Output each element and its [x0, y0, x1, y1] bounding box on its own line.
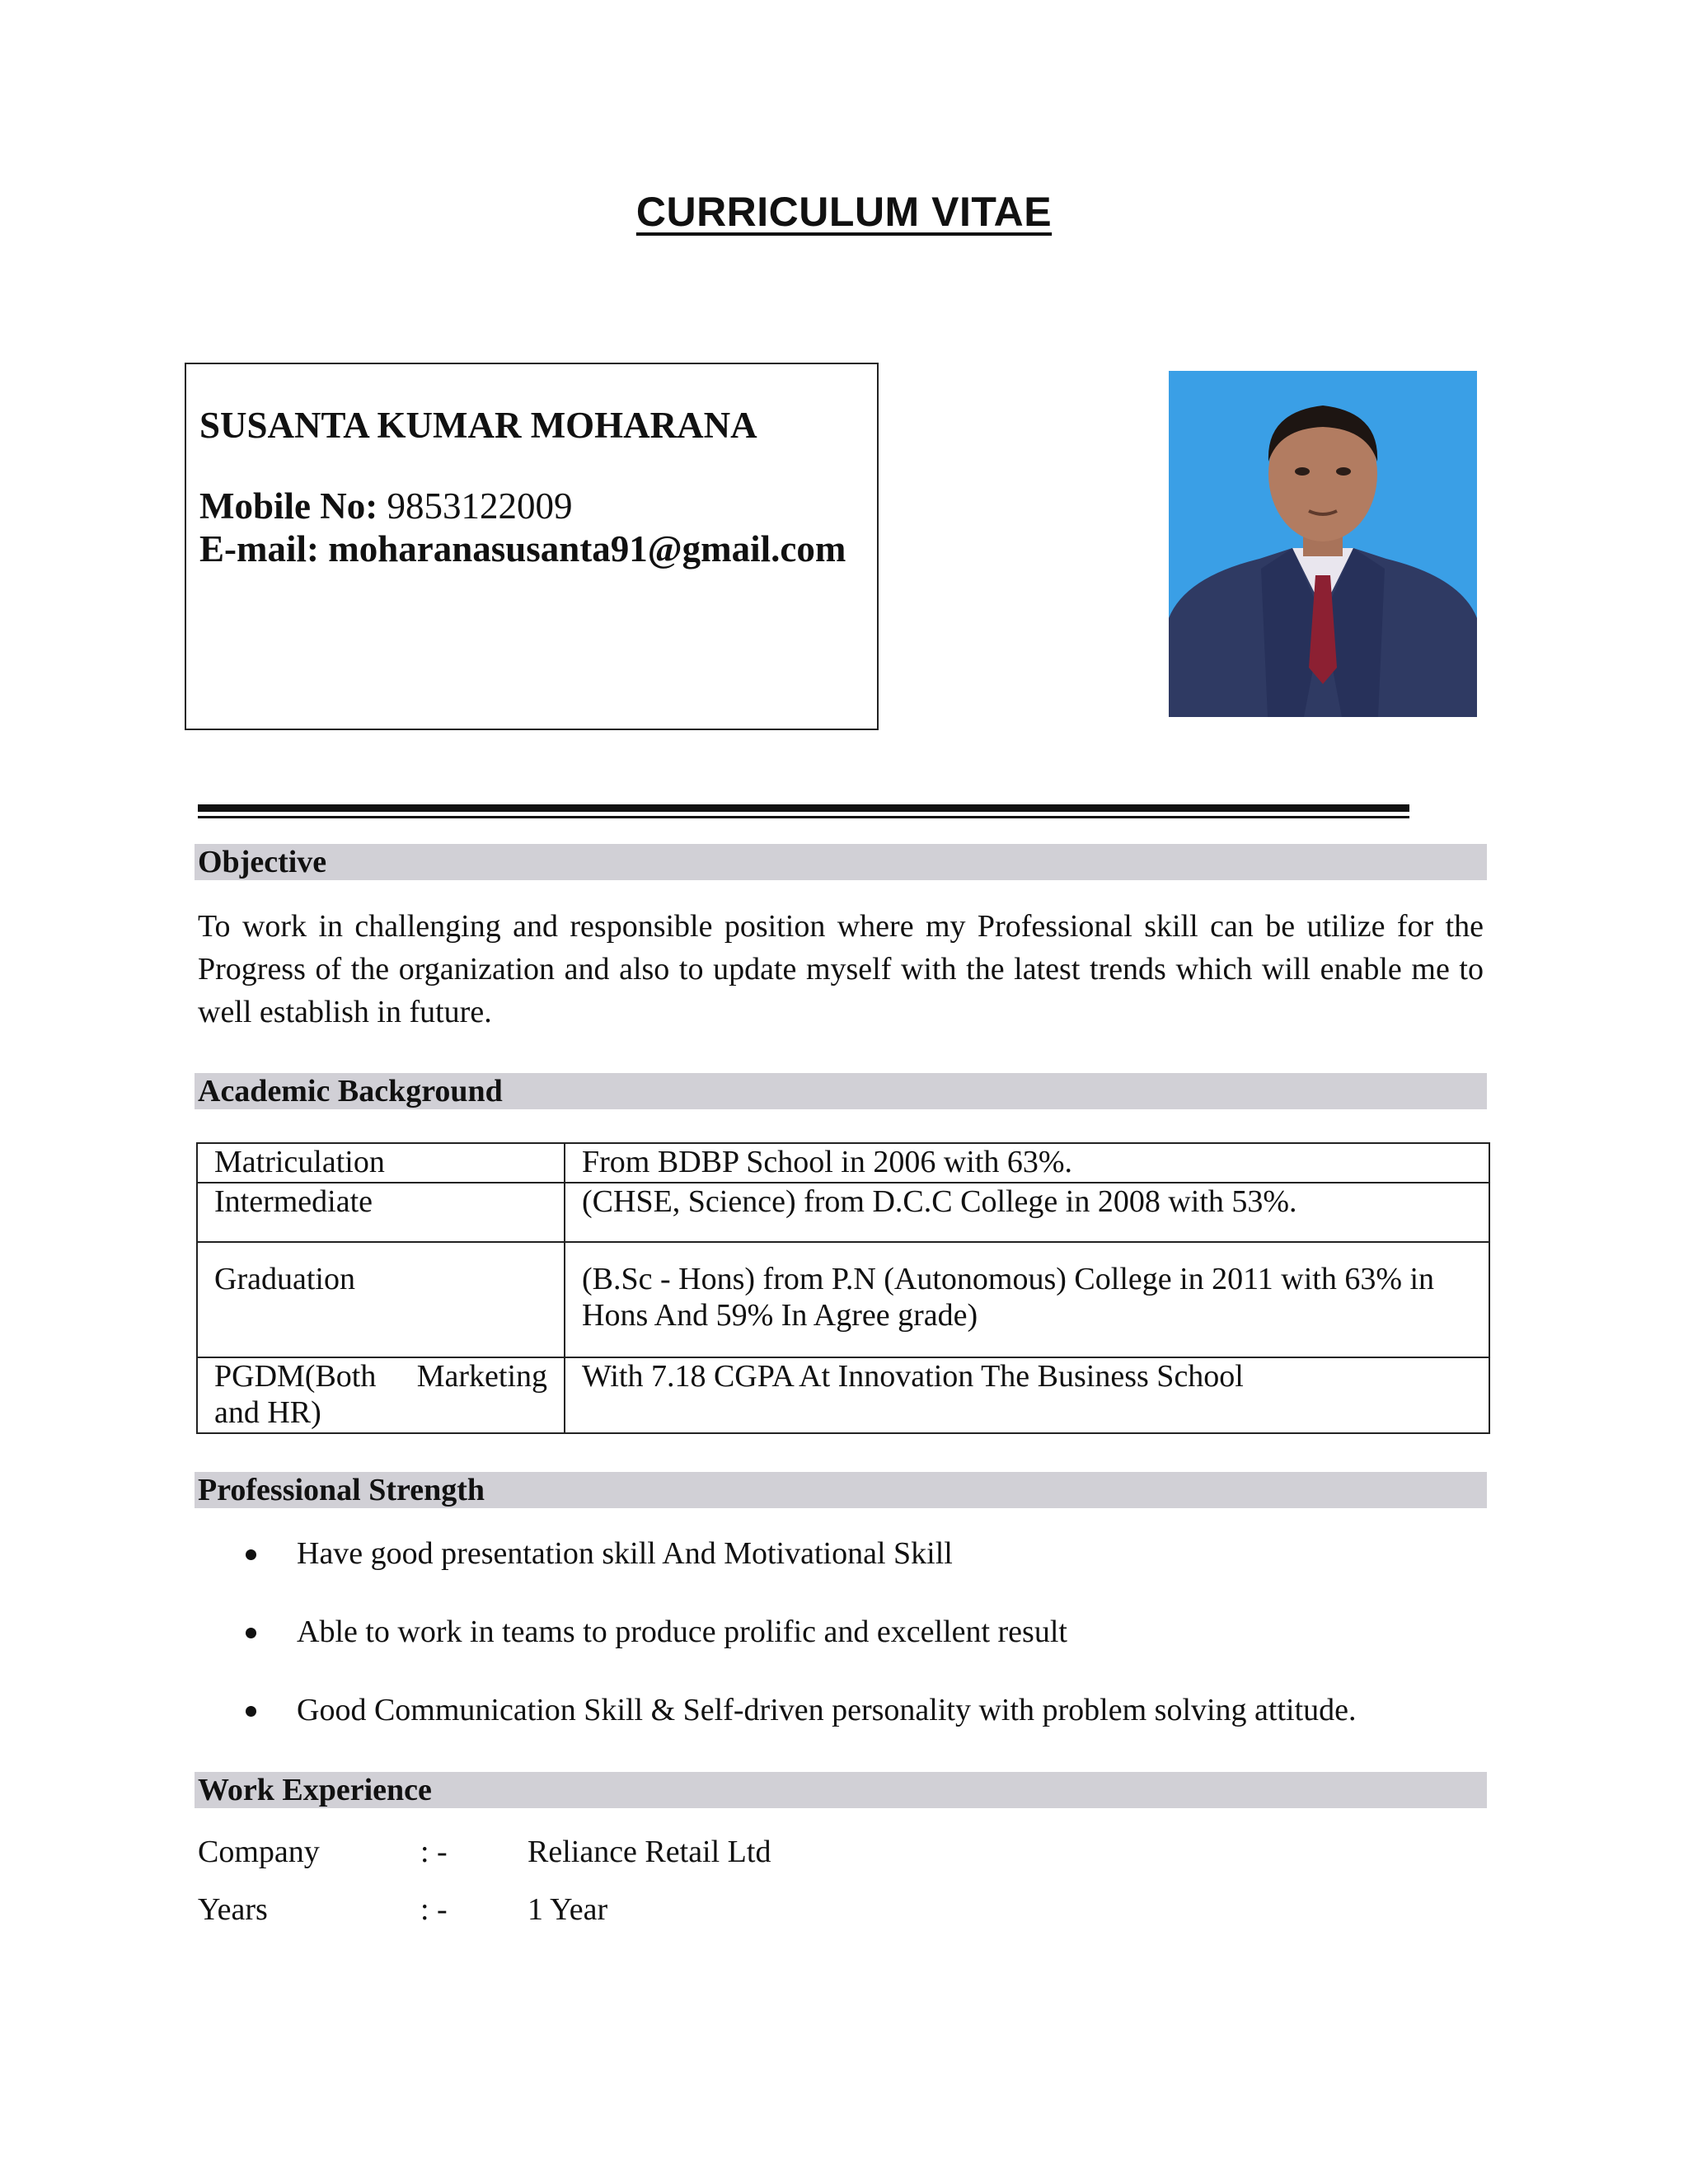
strength-list	[239, 1533, 1357, 1768]
bullet-icon	[246, 1628, 256, 1638]
details-cell: From BDBP School in 2006 with 63%.	[565, 1143, 1489, 1183]
list-item: Have good presentation skill And Motivational Skill	[239, 1533, 1357, 1611]
company-label: Company	[198, 1835, 320, 1869]
profile-photo	[1169, 371, 1477, 717]
email-line	[199, 527, 846, 570]
list-item: Good Communication Skill & Self-driven personality with problem solving attitude.	[239, 1690, 1357, 1768]
bullet-icon	[246, 1549, 256, 1560]
divider-thick	[198, 804, 1409, 812]
level-cell: Graduation	[197, 1242, 565, 1357]
objective-heading: Objective	[195, 844, 1487, 880]
table-row	[197, 1242, 1489, 1357]
mobile-value: 9853122009	[387, 485, 573, 527]
level-cell: Intermediate	[197, 1183, 565, 1242]
contact-box	[185, 363, 879, 730]
years-label: Years	[198, 1892, 268, 1927]
document-title: CURRICULUM VITAE	[635, 189, 1053, 235]
academic-heading: Academic Background	[195, 1073, 1487, 1109]
table-row	[197, 1183, 1489, 1242]
email-label: E-mail:	[199, 528, 319, 569]
divider-thin	[198, 816, 1409, 818]
objective-text: To work in challenging and responsible position where my Professional skill can be utilize for the Progress of the organization and also to update myself with the latest trends which will enable me to well establish in future.	[198, 909, 1484, 1029]
details-cell: (B.Sc - Hons) from P.N (Autonomous) College in 2011 with 63% in Hons And 59% In Agree grade)	[565, 1242, 1489, 1357]
table-row	[197, 1143, 1489, 1183]
years-row	[198, 1889, 607, 1930]
level-cell: Matriculation	[197, 1143, 565, 1183]
level-cell: PGDM(Both Marketing and HR)	[197, 1357, 565, 1433]
years-value: 1 Year	[528, 1892, 608, 1927]
bullet-icon	[246, 1706, 256, 1717]
mobile-label: Mobile No:	[199, 485, 378, 527]
email-value: moharanasusanta91@gmail.com	[328, 528, 846, 569]
company-value: Reliance Retail Ltd	[528, 1835, 771, 1869]
academic-table	[196, 1142, 1490, 1434]
experience-heading: Work Experience	[195, 1772, 1487, 1808]
list-item: Able to work in teams to produce prolific and excellent result	[239, 1611, 1357, 1690]
company-separator: : -	[420, 1835, 448, 1869]
strength-heading: Professional Strength	[195, 1472, 1487, 1508]
years-separator: : -	[420, 1892, 448, 1927]
company-row	[198, 1831, 771, 1872]
details-cell: With 7.18 CGPA At Innovation The Business School	[565, 1357, 1489, 1433]
candidate-name: SUSANTA KUMAR MOHARANA	[199, 405, 757, 446]
details-cell: (CHSE, Science) from D.C.C College in 2008 with 53%.	[565, 1183, 1489, 1242]
mobile-line	[199, 485, 572, 527]
table-row	[197, 1357, 1489, 1433]
